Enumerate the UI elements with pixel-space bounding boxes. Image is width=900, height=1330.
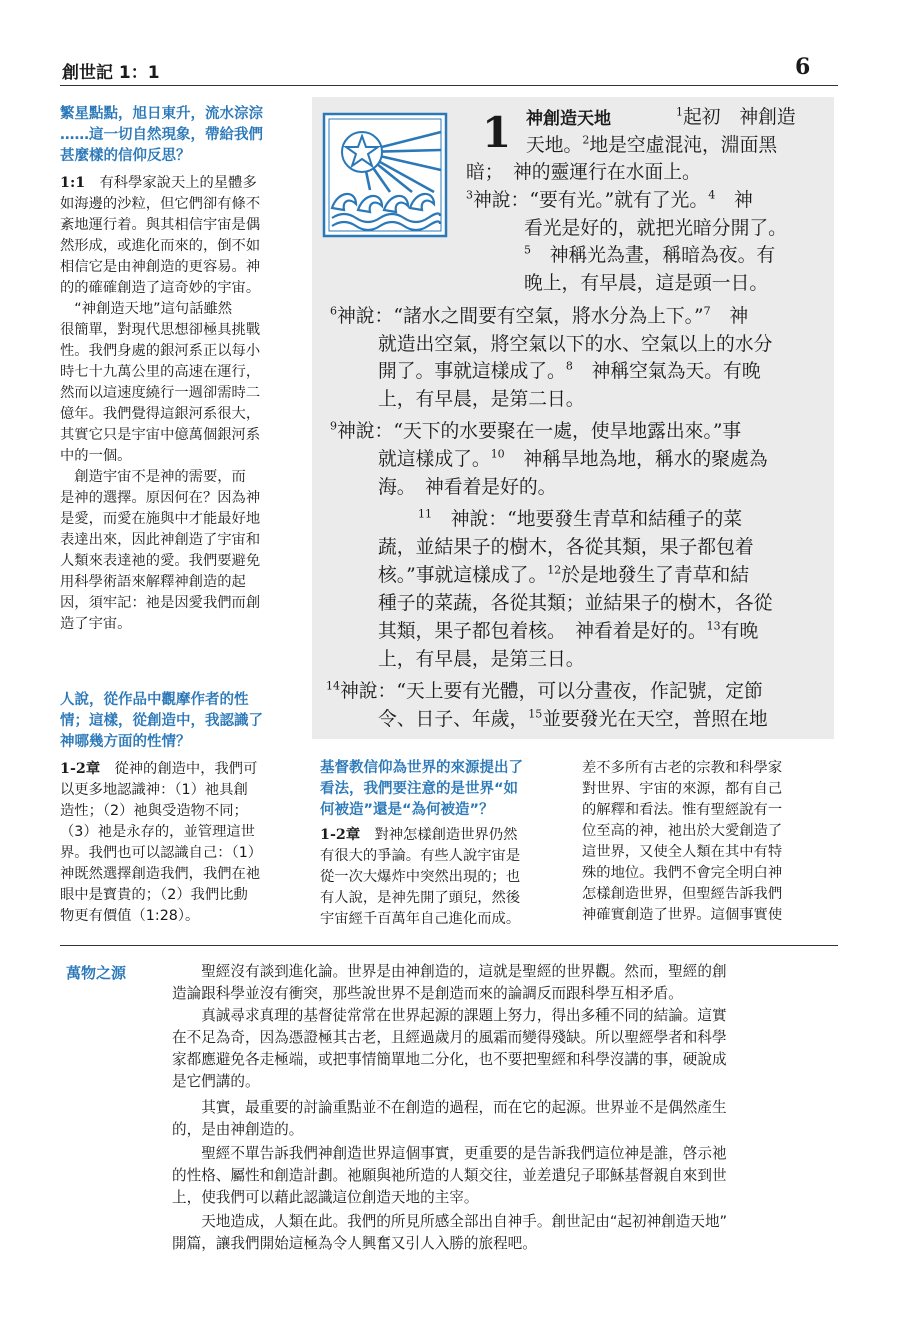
- scripture-line-7: [524, 270, 768, 298]
- verse-text: 其類，果子都包着核。 神看着是好的。: [378, 621, 707, 642]
- note-line: 有人說，是神先開了頭兒，然後: [320, 890, 521, 906]
- note-line: 相信它是由神創造的更容易。神: [60, 259, 261, 275]
- scripture-line-4: [466, 187, 753, 215]
- note-line: 因，須牢記：祂是因愛我們而創: [60, 595, 261, 611]
- note-line: 眼中是寶貴的；（2）我們比動: [60, 887, 248, 903]
- verse-text: 神說：“諸水之間要有空氣，將水分為上下。”: [337, 306, 704, 327]
- study-note-question: [320, 758, 560, 821]
- verse-text: 並要發光在天空，普照在地: [542, 709, 768, 730]
- note-line: 以更多地認識神：（1）祂具創: [60, 782, 248, 798]
- question-line: 人說，從作品中觀摩作者的性: [60, 692, 249, 708]
- study-note-3: [320, 758, 560, 930]
- footer-line: 天地造成，人類在此。我們的所見所感全部出自神手。創世記由“起初神創造天地”: [172, 1213, 728, 1230]
- verse-number: 1: [676, 105, 683, 119]
- note-reference: 1:1: [60, 175, 86, 191]
- verse-number: 7: [703, 304, 711, 318]
- study-note-body: [60, 173, 300, 635]
- study-note-1: [60, 104, 300, 635]
- note-line: 創造宇宙不是神的需要，而: [60, 469, 246, 485]
- verse-text: 地是空虛混沌，淵面黑: [589, 135, 778, 156]
- verse-text: 神稱光為晝，稱暗為夜。有: [531, 245, 776, 266]
- verse-number: 3: [466, 188, 473, 202]
- study-note-body: [582, 758, 827, 926]
- scripture-line-1: [676, 104, 796, 132]
- footer-line: 開篇，讓我們開始這極為令人興奮又引人入勝的旅程吧。: [172, 1235, 537, 1252]
- scripture-line-6: [524, 242, 775, 270]
- footer-line: 聖經沒有談到進化論。世界是由神創造的，這就是聖經的世界觀。然而，聖經的創: [172, 963, 727, 980]
- note-line: 界。我們也可以認識自己：（1）: [60, 845, 263, 861]
- verse-text: 海。 神看着是好的。: [378, 477, 557, 498]
- chapter-title: 神創造天地: [526, 109, 611, 129]
- note-line: 很簡單，對現代思想卻極具挑戰: [60, 322, 261, 338]
- question-line: 何被造”還是“為何被造”？: [320, 802, 494, 818]
- note-line: 億年。我們覺得這銀河系很大，: [60, 406, 261, 422]
- note-line: 然形成，或進化而來的，倒不如: [60, 238, 261, 254]
- note-line: 對世界、宇宙的來源，都有自己: [582, 781, 783, 797]
- verse-text: 有晚: [720, 621, 759, 642]
- question-line: 情；這樣，從創造中，我認識了: [60, 713, 263, 729]
- note-line: 差不多所有古老的宗教和科學家: [582, 760, 783, 776]
- scripture-line-2: [526, 132, 777, 160]
- scripture-line-22: [378, 706, 768, 734]
- note-line: 然而以這速度繞行一週卻需時二: [60, 385, 261, 401]
- note-line: 的解釋和看法。惟有聖經說有一: [582, 802, 783, 818]
- verse-text: 開了。事就這樣成了。: [378, 361, 566, 382]
- note-line: 性。我們身處的銀河系正以每小: [60, 343, 261, 359]
- scripture-line-14: [378, 474, 556, 502]
- verse-number: 10: [490, 447, 505, 461]
- footer-note-label: 萬物之源: [66, 964, 127, 982]
- footer-line: 的性格、屬性和創造計劃。祂願與祂所造的人類交往，並差遣兒子耶穌基督親自來到世: [172, 1167, 727, 1184]
- scripture-line-8: [330, 303, 748, 331]
- verse-number: 5: [524, 243, 531, 257]
- header-rule: [60, 85, 838, 86]
- verse-number: 14: [326, 679, 340, 693]
- verse-number: 6: [330, 304, 337, 318]
- study-note-body: [60, 759, 300, 927]
- note-line: 神確實創造了世界。這個事實使: [582, 907, 783, 923]
- question-line: 看法，我們要注意的是世界“如: [320, 781, 519, 797]
- note-line: 殊的地位。我們不會完全明白神: [582, 865, 783, 881]
- verse-number: 12: [547, 563, 562, 577]
- verse-text: 神稱旱地為地，稱水的聚處為: [504, 449, 768, 470]
- study-note-question: [60, 104, 300, 167]
- note-line: “神創造天地”這句話雖然: [60, 301, 233, 317]
- note-reference: 1-2章: [60, 761, 101, 777]
- study-note-body: [320, 825, 560, 930]
- note-line: 人類來表達祂的愛。我們要避免: [60, 553, 261, 569]
- verse-text: 神稱空氣為天。有晚: [572, 361, 761, 382]
- note-reference: 1-2章: [320, 827, 361, 843]
- page-number: 6: [795, 54, 811, 80]
- note-line: 對神怎樣創造世界仍然: [374, 827, 518, 843]
- note-line: 是愛，而愛在施與中才能最好地: [60, 511, 261, 527]
- footer-line: 的，是由神創造的。: [172, 1121, 304, 1138]
- note-line: 有很大的爭論。有些人說宇宙是: [320, 848, 521, 864]
- verse-number: 2: [582, 133, 590, 147]
- note-line: 這世界，又使全人類在其中有特: [582, 844, 783, 860]
- footer-line: 在不足為奇，因為憑證極其古老，且經過歲月的風霜而變得殘缺。所以聖經學者和科學: [172, 1029, 727, 1046]
- note-line: 有科學家說天上的星體多: [99, 175, 257, 191]
- note-line: 物更有價值（1:28）。: [60, 908, 200, 924]
- scripture-line-21: [326, 678, 763, 706]
- verse-number: 15: [528, 707, 543, 721]
- scripture-line-12: [330, 418, 741, 446]
- verse-text: 蔬，並結果子的樹木，各從其類，果子都包着: [378, 537, 754, 558]
- note-line: 用科學術語來解釋神創造的起: [60, 574, 246, 590]
- note-line: （3）祂是永存的，並管理這世: [60, 824, 255, 840]
- verse-text: 上，有早晨，是第二日。: [378, 389, 585, 410]
- study-note-2: [60, 690, 300, 927]
- scripture-line-10: [378, 358, 761, 386]
- verse-text: 神: [710, 306, 749, 327]
- verse-text: 神說：“天下的水要聚在一處，使旱地露出來。”事: [337, 421, 742, 442]
- verse-number: 8: [565, 359, 573, 373]
- scripture-line-15: [418, 506, 742, 534]
- running-head: 創世記 1：1: [62, 63, 160, 83]
- verse-number: 9: [330, 419, 337, 433]
- verse-text: 神: [715, 190, 753, 211]
- note-line: 中的一個。: [60, 448, 132, 464]
- footer-rule: [60, 945, 838, 946]
- note-line: 神既然選擇創造我們，我們在祂: [60, 866, 261, 882]
- note-line: 造性；（2）祂與受造物不同；: [60, 803, 248, 819]
- question-line: 神哪幾方面的性情？: [60, 734, 191, 750]
- footer-line: 上，使我們可以藉此認識這位創造天地的主宰。: [172, 1189, 479, 1206]
- verse-text: 神說：“天上要有光體，可以分晝夜，作記號，定節: [340, 681, 763, 702]
- verse-text: 種子的菜蔬，各從其類；並結果子的樹木，各從: [378, 593, 773, 614]
- footer-line: 聖經不單告訴我們神創造世界這個事實，更重要的是告訴我們這位神是誰，啓示祂: [172, 1145, 727, 1162]
- footer-line: 家都應避免各走極端，或把事情簡單地二分化，也不要把聖經和科學沒講的事，硬說成: [172, 1051, 727, 1068]
- note-line: 宇宙經千百萬年自己進化而成。: [320, 911, 521, 927]
- note-line: 造了宇宙。: [60, 616, 132, 632]
- verse-text: 天地。: [526, 135, 583, 156]
- scripture-line-18: [378, 590, 772, 618]
- verse-text: 上，有早晨，是第三日。: [378, 649, 585, 670]
- question-line: 基督教信仰為世界的來源提出了: [320, 760, 523, 776]
- note-line: 從一次大爆炸中突然出現的；也: [320, 869, 521, 885]
- scripture-line-19: [378, 618, 758, 646]
- scripture-line-20: [378, 646, 585, 674]
- verse-text: 令、日子、年歲，: [378, 709, 529, 730]
- scripture-line-16: [378, 534, 754, 562]
- footer-line: 其實，最重要的討論重點並不在創造的過程，而在它的起源。世界並不是偶然產生: [172, 1099, 727, 1116]
- verse-text: 於是地發生了青草和結: [561, 565, 750, 586]
- question-line: 繁星點點，旭日東升，流水淙淙: [60, 106, 263, 122]
- footer-line: 是它們講的。: [172, 1073, 260, 1090]
- verse-text: 核。”事就這樣成了。: [378, 565, 548, 586]
- verse-text: 神說：“要有光。”就有了光。: [473, 190, 709, 211]
- note-line: 紊地運行着。與其相信宇宙是偶: [60, 217, 261, 233]
- star-sun-waves-icon: [322, 112, 448, 238]
- question-line: ……這一切自然現象，帶給我們: [60, 127, 263, 143]
- study-note-3-continued: [582, 758, 827, 926]
- scripture-line-3: [466, 159, 701, 187]
- verse-text: 起初 神創造: [683, 107, 796, 128]
- footer-line: 造論跟科學並沒有衝突，那些說世界不是創造而來的論調反而跟科學互相矛盾。: [172, 985, 683, 1002]
- note-line: 時七十九萬公里的高速在運行，: [60, 364, 261, 380]
- scripture-line-9: [378, 331, 772, 359]
- note-line: 是神的選擇。原因何在？因為神: [60, 490, 261, 506]
- verse-text: 就造出空氣，將空氣以下的水、空氣以上的水分: [378, 334, 773, 355]
- scripture-line-13: [378, 446, 768, 474]
- scripture-line-5: [524, 215, 787, 243]
- verse-number: 13: [706, 619, 721, 633]
- note-line: 位至高的神，祂出於大愛創造了: [582, 823, 783, 839]
- scripture-line-11: [378, 386, 585, 414]
- verse-text: 看光是好的，就把光暗分開了。: [524, 218, 787, 239]
- verse-number: 4: [708, 188, 716, 202]
- scripture-line-17: [378, 562, 749, 590]
- note-line: 如海邊的沙粒，但它們卻有條不: [60, 196, 261, 212]
- question-line: 甚麼樣的信仰反思？: [60, 148, 191, 164]
- chapter-number: 1: [482, 108, 512, 157]
- study-note-question: [60, 690, 300, 753]
- verse-text: 神說：“地要發生青草和結種子的菜: [432, 509, 743, 530]
- note-line: 其實它只是宇宙中億萬個銀河系: [60, 427, 261, 443]
- note-line: 表達出來，因此神創造了宇宙和: [60, 532, 261, 548]
- verse-text: 暗； 神的靈運行在水面上。: [466, 162, 701, 183]
- verse-number: 11: [418, 507, 432, 521]
- note-line: 怎樣創造世界，但聖經告訴我們: [582, 886, 783, 902]
- note-line: 從神的創造中，我們可: [114, 761, 258, 777]
- note-line: 的的確確創造了這奇妙的宇宙。: [60, 280, 261, 296]
- verse-text: 就這樣成了。: [378, 449, 491, 470]
- verse-text: 晚上，有早晨，這是頭一日。: [524, 273, 769, 294]
- footer-line: 真誠尋求真理的基督徒常常在世界起源的課題上努力，得出多種不同的結論。這實: [172, 1007, 727, 1024]
